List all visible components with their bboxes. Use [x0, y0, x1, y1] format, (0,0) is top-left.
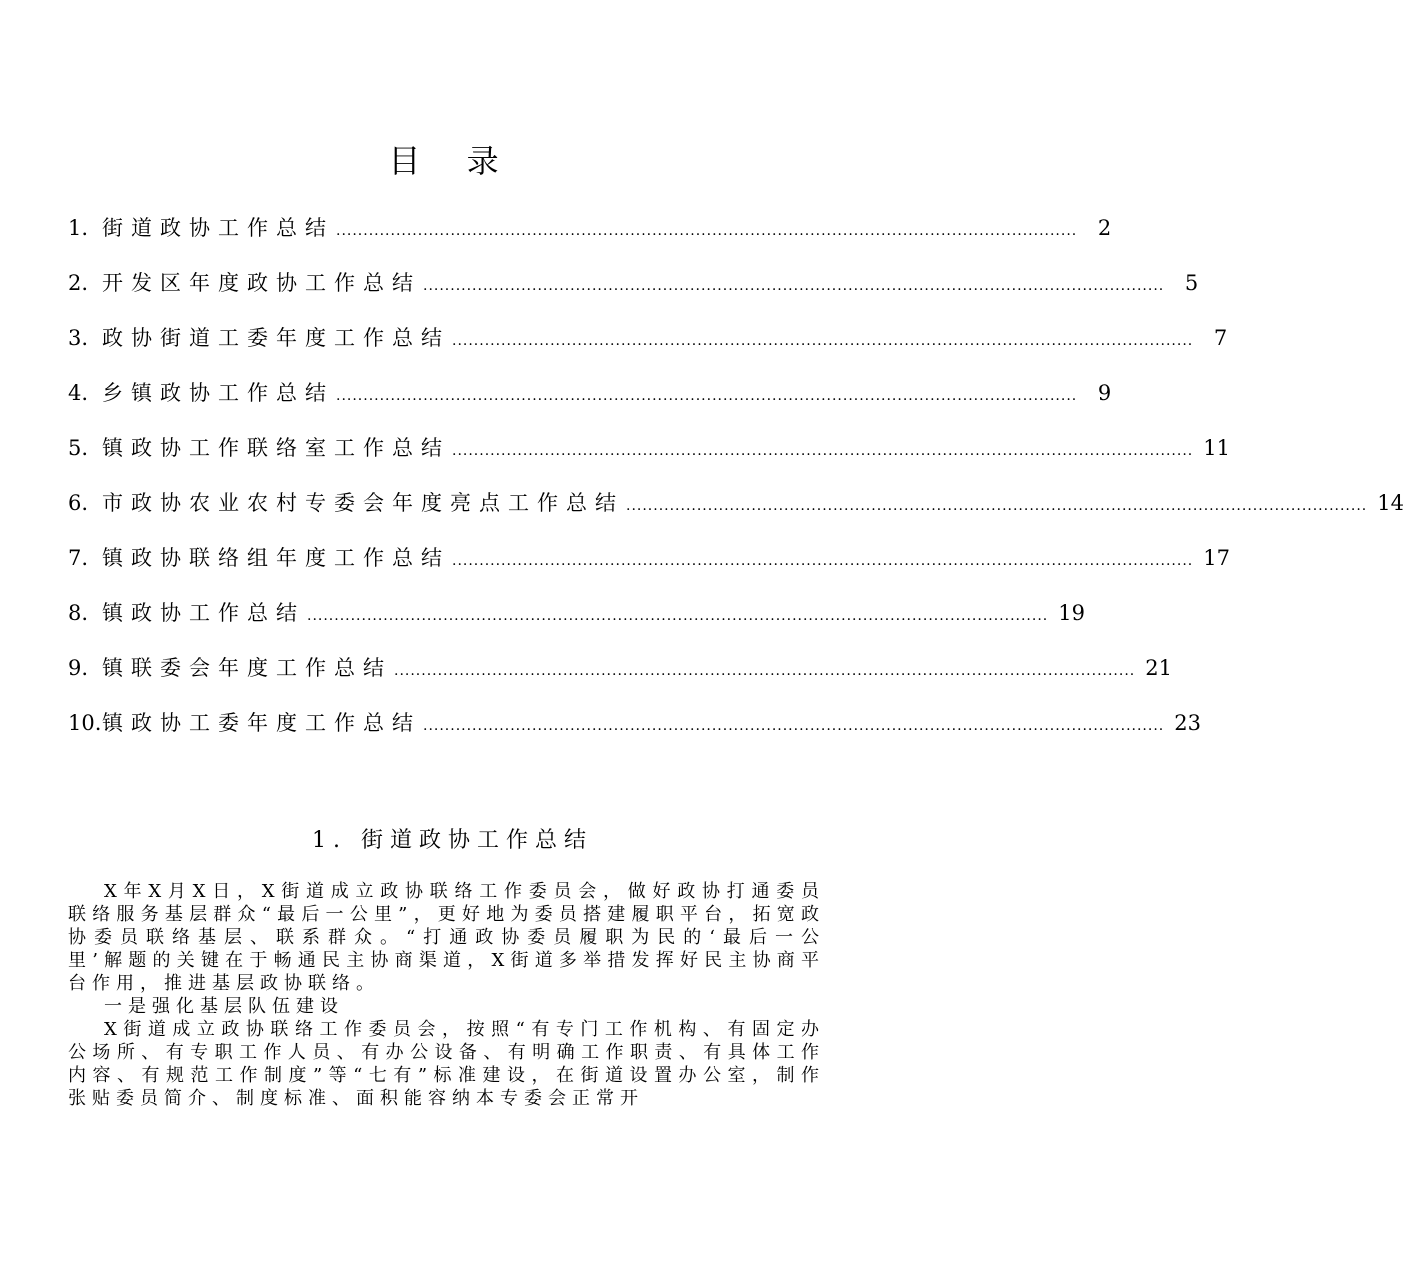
- toc-entry-label: 乡镇政协工作总结: [102, 381, 334, 405]
- toc-entry[interactable]: [68, 432, 1230, 487]
- toc-entry-page: 9: [1097, 381, 1112, 405]
- section-body: [68, 880, 825, 1110]
- toc-leader-dots: ........................................................................................................................................: [452, 333, 1194, 349]
- toc-entry-number: 1.: [68, 216, 89, 240]
- toc-entry-number: 6.: [68, 491, 89, 515]
- toc-entry-number: 4.: [68, 381, 89, 405]
- toc-leader-dots: ........................................................................................................................................: [452, 443, 1194, 459]
- toc-entry[interactable]: [68, 542, 1230, 597]
- toc-entry[interactable]: [68, 322, 1228, 377]
- section-title: 1. 街道政协工作总结: [312, 828, 593, 853]
- toc-entry-label: 政协街道工委年度工作总结: [102, 326, 450, 350]
- toc-leader-dots: ........................................................................................................................................: [626, 498, 1368, 514]
- toc-leader-dots: ........................................................................................................................................: [394, 663, 1136, 679]
- toc-leader-dots: ........................................................................................................................................: [307, 608, 1049, 624]
- table-of-contents: [68, 212, 1404, 762]
- toc-entry[interactable]: [68, 652, 1172, 707]
- toc-leader-dots: ........................................................................................................................................: [452, 553, 1194, 569]
- toc-entry-page: 7: [1213, 326, 1228, 350]
- toc-entry-label: 镇政协工委年度工作总结: [102, 711, 421, 735]
- toc-entry[interactable]: [68, 267, 1199, 322]
- toc-entry-label: 镇政协联络组年度工作总结: [102, 546, 450, 570]
- toc-entry-page: 2: [1097, 216, 1112, 240]
- toc-entry-label: 街道政协工作总结: [102, 216, 334, 240]
- toc-entry-page: 5: [1184, 271, 1199, 295]
- toc-entry-page: 23: [1174, 711, 1201, 735]
- toc-entry-label: 镇政协工作总结: [102, 601, 305, 625]
- toc-entry-number: 3.: [68, 326, 89, 350]
- toc-leader-dots: ........................................................................................................................................: [423, 718, 1165, 734]
- toc-entry-number: 7.: [68, 546, 89, 570]
- toc-entry-page: 21: [1145, 656, 1172, 680]
- body-paragraph: X年X月X日，X街道成立政协联络工作委员会，做好政协打通委员联络服务基层群众“最后一公里”，更好地为委员搭建履职平台，拓宽政协委员联络基层、联系群众。“打通政协委员履职为民的‘最后一公里’解题的关键在于畅通民主协商渠道，X街道多举措发挥好民主协商平台作用，推进基层政协联络。: [68, 881, 825, 994]
- toc-entry-label: 镇政协工作联络室工作总结: [102, 436, 450, 460]
- toc-entry-number: 10.: [68, 711, 102, 735]
- toc-entry-number: 2.: [68, 271, 89, 295]
- toc-entry[interactable]: [68, 487, 1404, 542]
- subsection-heading: 一是强化基层队伍建设: [104, 996, 344, 1017]
- toc-title: 目 录: [388, 142, 517, 180]
- toc-entry-page: 17: [1203, 546, 1230, 570]
- toc-leader-dots: ........................................................................................................................................: [336, 388, 1078, 404]
- body-paragraph: X街道成立政协联络工作委员会，按照“有专门工作机构、有固定办公场所、有专职工作人员、有办公设备、有明确工作职责、有具体工作内容、有规范工作制度”等“七有”标准建设，在街道设置办公室，制作张贴委员简介、制度标准、面积能容纳本专委会正常开: [68, 1019, 825, 1109]
- toc-entry-number: 5.: [68, 436, 89, 460]
- toc-entry-page: 14: [1377, 491, 1404, 515]
- toc-entry[interactable]: [68, 597, 1085, 652]
- toc-entry-page: 19: [1058, 601, 1085, 625]
- toc-entry[interactable]: [68, 377, 1112, 432]
- toc-entry-page: 11: [1203, 436, 1230, 460]
- toc-entry-label: 开发区年度政协工作总结: [102, 271, 421, 295]
- toc-entry[interactable]: [68, 212, 1112, 267]
- toc-entry-label: 市政协农业农村专委会年度亮点工作总结: [102, 491, 624, 515]
- toc-leader-dots: ........................................................................................................................................: [423, 278, 1165, 294]
- toc-entry-number: 9.: [68, 656, 89, 680]
- toc-entry[interactable]: [68, 707, 1201, 762]
- toc-entry-number: 8.: [68, 601, 89, 625]
- toc-leader-dots: ........................................................................................................................................: [336, 223, 1078, 239]
- toc-entry-label: 镇联委会年度工作总结: [102, 656, 392, 680]
